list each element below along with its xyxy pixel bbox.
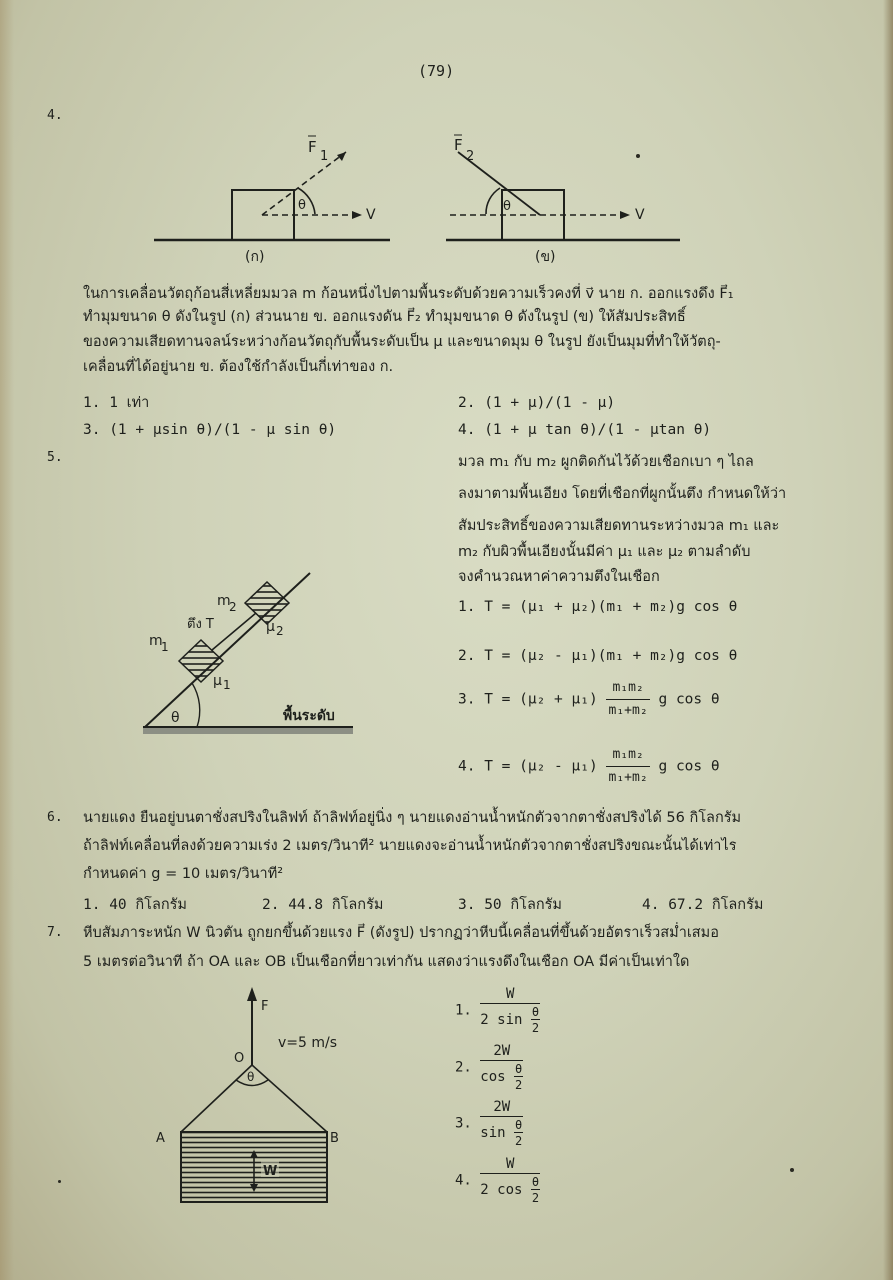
choice-5-3[interactable]: 3. T = (μ₂ + μ₁) $\frac{\text{m₁m₂}}{\text{m₁+m₂}}$ g cos θ — [458, 680, 720, 718]
svg-text:1: 1 — [223, 678, 231, 692]
angle-label: θ — [298, 198, 306, 213]
choice-6-1[interactable]: 1. 40 กิโลกรัม — [83, 897, 187, 913]
question-5-line-5: จงคำนวณหาค่าความตึงในเชือก — [458, 569, 660, 585]
question-6-line-2: ถ้าลิฟท์เคลื่อนที่ลงด้วยความเร่ง 2 เมตร/วินาที² นายแดงจะอ่านน้ำหนักตัวจากตาชั่งสปริงขณะนั้นได้เท่าไร — [83, 838, 737, 854]
figure-4a — [150, 130, 400, 270]
question-4-line-2: ทำมุมขนาด θ ดังในรูป (ก) ส่วนนาย ข. ออกแรงดัน F⃗₂ ทำมุมขนาด θ ดังในรูป (ข) ให้สัมประสิทธิ์ — [83, 309, 686, 325]
svg-text:A: A — [156, 1131, 165, 1146]
force-label: F — [261, 999, 269, 1014]
svg-text:μ: μ — [266, 619, 275, 635]
svg-text:m: m — [217, 593, 231, 609]
velocity-label: V — [366, 207, 376, 223]
tension-label: ตึง T — [187, 617, 214, 632]
choice-5-1[interactable]: 1. T = (μ₁ + μ₂)(m₁ + m₂)g cos θ — [458, 599, 738, 615]
choice-7-1[interactable]: 1. W 2 sin $\frac{\theta}{2}$ — [455, 986, 540, 1035]
svg-text:2: 2 — [466, 149, 475, 164]
choice-4-2[interactable]: 2. (1 + μ)/(1 - μ) — [458, 395, 616, 411]
figure-7-crate — [150, 985, 360, 1210]
svg-text:O: O — [234, 1051, 245, 1066]
page-edge-shadow — [883, 0, 893, 1280]
paper-speck — [790, 1168, 794, 1172]
question-4-line-3: ของความเสียดทานจลน์ระหว่างก้อนวัตถุกับพื้นระดับเป็น μ และขนาดมุม θ ในรูป ยังเป็นมุมที่ทำให้วัตถุ- — [83, 334, 721, 350]
choice-6-2[interactable]: 2. 44.8 กิโลกรัม — [262, 897, 384, 913]
choice-5-2[interactable]: 2. T = (μ₂ - μ₁)(m₁ + m₂)g cos θ — [458, 648, 738, 664]
question-5-line-1: มวล m₁ กับ m₂ ผูกติดกันไว้ด้วยเชือกเบา ๆ ไถล — [458, 454, 754, 470]
question-5-line-2: ลงมาตามพื้นเอียง โดยที่เชือกที่ผูกนั้นตึง กำหนดให้ว่า — [458, 486, 787, 502]
svg-text:m: m — [149, 633, 163, 649]
question-number-7: 7. — [47, 925, 63, 940]
question-number-4: 4. — [47, 108, 63, 123]
page-edge-shadow — [0, 0, 14, 1280]
question-number-6: 6. — [47, 810, 63, 825]
question-7-line-1: หีบสัมภาระหนัก W นิวตัน ถูกยกขึ้นด้วยแรง F⃗ (ดังรูป) ปรากฏว่าหีบนี้เคลื่อนที่ขึ้นด้วยอัตราเร็วสม่ำเสมอ — [83, 925, 719, 941]
choice-4-4[interactable]: 4. (1 + μ tan θ)/(1 - μtan θ) — [458, 422, 712, 438]
question-5-line-4: m₂ กับผิวพื้นเอียงนั้นมีค่า μ₁ และ μ₂ ตามลำดับ — [458, 544, 751, 560]
figure-5-incline — [135, 565, 365, 745]
question-5-line-3: สัมประสิทธิ์ของความเสียดทานระหว่างมวล m₁ และ — [458, 518, 780, 534]
svg-text:θ: θ — [247, 1070, 255, 1084]
figure-caption: (ก) — [245, 249, 265, 265]
angle-label: θ — [503, 199, 511, 214]
question-4-line-4: เคลื่อนที่ได้อยู่นาย ข. ต้องใช้กำลังเป็นกี่เท่าของ ก. — [83, 359, 394, 375]
question-6-line-3: กำหนดค่า g = 10 เมตร/วินาที² — [83, 866, 284, 882]
svg-text:θ: θ — [171, 710, 180, 726]
svg-text:1: 1 — [320, 149, 329, 164]
force-label: F — [308, 138, 317, 156]
question-number-5: 5. — [47, 450, 63, 465]
choice-6-3[interactable]: 3. 50 กิโลกรัม — [458, 897, 562, 913]
svg-text:1: 1 — [161, 640, 169, 654]
choice-7-3[interactable]: 3. 2W sin $\frac{\theta}{2}$ — [455, 1099, 523, 1148]
choice-4-3[interactable]: 3. (1 + μsin θ)/(1 - μ sin θ) — [83, 422, 337, 438]
paper-speck — [58, 1180, 61, 1183]
speed-label: v=5 m/s — [278, 1035, 338, 1051]
svg-text:2: 2 — [276, 624, 284, 638]
weight-label: W — [263, 1164, 278, 1179]
figure-caption: (ข) — [535, 249, 556, 265]
figure-4b — [440, 130, 700, 270]
force-label: F — [454, 136, 463, 154]
question-4-line-1: ในการเคลื่อนวัตถุก้อนสี่เหลี่ยมมวล m ก้อนหนึ่งไปตามพื้นระดับด้วยความเร็วคงที่ v⃗ นาย ก. ออกแรงดึง F⃗₁ — [83, 286, 734, 302]
choice-5-4[interactable]: 4. T = (μ₂ - μ₁) $\frac{\text{m₁m₂}}{\text{m₁+m₂}}$ g cos θ — [458, 747, 720, 785]
choice-7-4[interactable]: 4. W 2 cos $\frac{\theta}{2}$ — [455, 1156, 540, 1205]
choice-7-2[interactable]: 2. 2W cos $\frac{\theta}{2}$ — [455, 1043, 523, 1092]
velocity-label: V — [635, 207, 645, 223]
ground-label: พื้นระดับ — [283, 708, 335, 724]
svg-text:2: 2 — [229, 600, 237, 614]
paper-speck — [636, 154, 640, 158]
choice-6-4[interactable]: 4. 67.2 กิโลกรัม — [642, 897, 764, 913]
question-7-line-2: 5 เมตรต่อวินาที ถ้า OA และ OB เป็นเชือกที่ยาวเท่ากัน แสดงว่าแรงดึงในเชือก OA มีค่าเป็นเท่าใด — [83, 954, 690, 970]
choice-4-1[interactable]: 1. 1 เท่า — [83, 395, 150, 411]
page-number: (79) — [418, 62, 455, 80]
svg-text:B: B — [330, 1131, 339, 1146]
svg-text:μ: μ — [213, 673, 222, 689]
question-6-line-1: นายแดง ยืนอยู่บนตาชั่งสปริงในลิฟท์ ถ้าลิฟท์อยู่นิ่ง ๆ นายแดงอ่านน้ำหนักตัวจากตาชั่งสปริงได้ 56 กิโลกรัม — [83, 810, 742, 826]
